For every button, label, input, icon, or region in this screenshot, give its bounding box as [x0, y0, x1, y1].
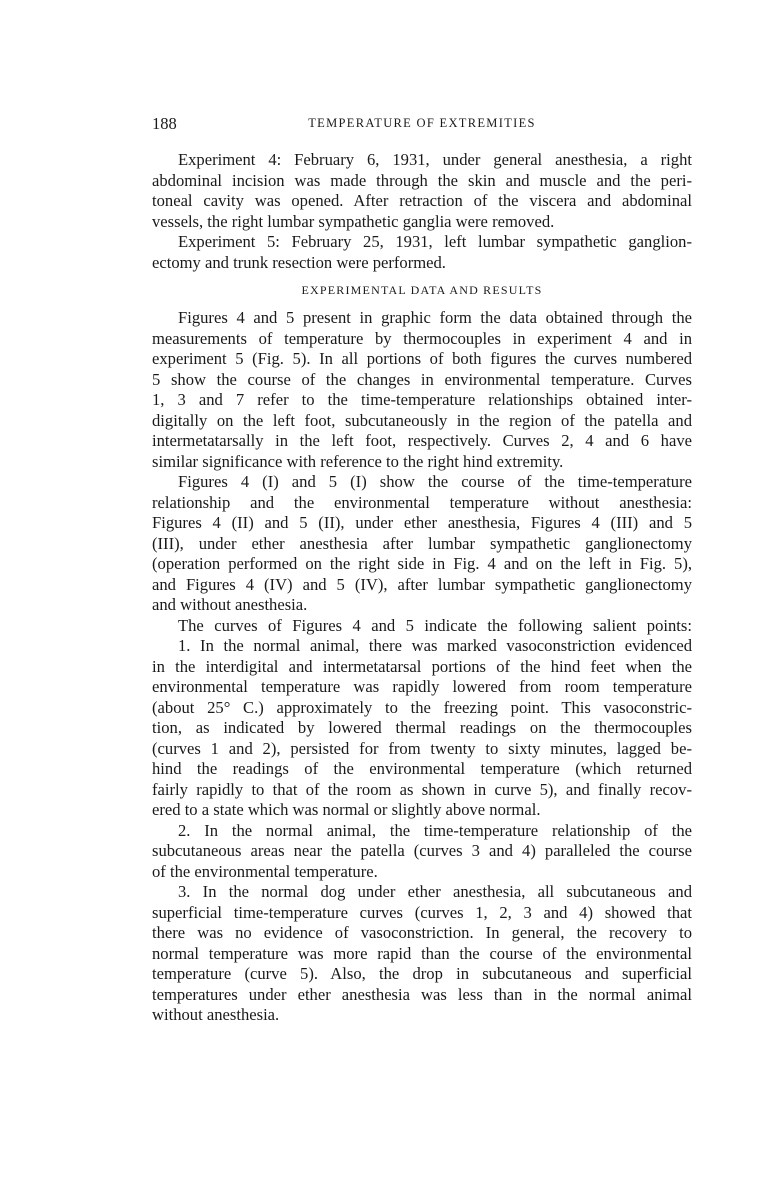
text-line: (about 25° C.) approximately to the freezing point. This vasoconstric-: [152, 697, 692, 717]
text-line: similar significance with reference to the right hind extremity.: [152, 451, 564, 471]
text-line: Experiment 4: February 6, 1931, under general anesthesia, a right: [178, 150, 692, 169]
text-line: environmental temperature was rapidly lowered from room temperature: [152, 677, 692, 696]
text-line: there was no evidence of vasoconstriction. In general, the recovery to: [152, 923, 692, 942]
text-line: toneal cavity was opened. After retraction of the viscera and abdominal: [152, 191, 692, 210]
text-line: 5 show the course of the changes in environmental temperature. Curves: [152, 369, 692, 389]
text-line: experiment 5 (Fig. 5). In all portions of both figures the curves numbered: [152, 349, 692, 368]
text-line: subcutaneous areas near the patella (curves 3 and 4) paralleled the course: [152, 841, 692, 860]
text-line: intermetatarsally in the left foot, respectively. Curves 2, 4 and 6 have: [152, 431, 692, 450]
text-line: normal temperature was more rapid than the course of the environmental: [152, 943, 692, 963]
paragraph: [152, 616, 692, 637]
text-line: (curves 1 and 2), persisted for from twenty to sixty minutes, lagged be-: [152, 738, 692, 758]
text-line: superficial time-temperature curves (curves 1, 2, 3 and 4) showed that: [152, 902, 692, 922]
text-line: 3. In the normal dog under ether anesthesia, all subcutaneous and: [178, 882, 692, 901]
text-line: ectomy and trunk resection were performed.: [152, 252, 446, 272]
text-line: The curves of Figures 4 and 5 indicate the following salient points:: [178, 615, 692, 635]
text-line: of the environmental temperature.: [152, 861, 378, 881]
text-line: vessels, the right lumbar sympathetic ganglia were removed.: [152, 211, 555, 231]
text-line: measurements of temperature by thermocouples in experiment 4 and in: [152, 328, 692, 348]
running-head: [152, 114, 692, 136]
results-text: [152, 308, 692, 1026]
text-line: Figures 4 and 5 present in graphic form the data obtained through the: [178, 308, 692, 327]
text-line: ered to a state which was normal or slightly above normal.: [152, 800, 541, 819]
text-line: abdominal incision was made through the skin and muscle and the peri-: [152, 170, 692, 190]
paragraph: [152, 821, 692, 883]
text-line: and Figures 4 (IV) and 5 (IV), after lumbar sympathetic ganglionectomy: [152, 574, 692, 594]
text-line: 1, 3 and 7 refer to the time-temperature relationships obtained inter-: [152, 390, 692, 409]
paragraph: [152, 882, 692, 1026]
text-line: hind the readings of the environmental temperature (which returned: [152, 759, 692, 778]
text-line: without anesthesia.: [152, 1005, 280, 1024]
text-line: Figures 4 (II) and 5 (II), under ether anesthesia, Figures 4 (III) and 5: [152, 513, 692, 532]
text-line: relationship and the environmental temperature without anesthesia:: [152, 492, 692, 512]
running-head-title: TEMPERATURE OF EXTREMITIES: [308, 116, 536, 130]
paragraph: [152, 308, 692, 472]
section-heading: EXPERIMENTAL DATA AND RESULTS: [301, 283, 543, 297]
paragraph: [152, 232, 692, 273]
paragraph: [152, 636, 692, 821]
text-line: (III), under ether anesthesia after lumbar sympathetic ganglionectomy: [152, 533, 692, 553]
text-line: tion, as indicated by lowered thermal readings on the thermocouples: [152, 718, 692, 737]
text-line: fairly rapidly to that of the room as shown in curve 5), and finally recov-: [152, 779, 692, 799]
text-line: Figures 4 (I) and 5 (I) show the course of the time-temperature: [178, 472, 692, 491]
experiment-descriptions: [152, 150, 692, 273]
text-line: temperatures under ether anesthesia was less than in the normal animal: [152, 984, 692, 1004]
text-line: and without anesthesia.: [152, 595, 308, 614]
paragraph: [152, 150, 692, 232]
body-text: [152, 150, 692, 1026]
page-number: 188: [152, 114, 177, 133]
text-line: digitally on the left foot, subcutaneously in the region of the patella and: [152, 410, 692, 430]
text-line: Experiment 5: February 25, 1931, left lumbar sympathetic ganglion-: [178, 232, 692, 251]
text-line: (operation performed on the right side in Fig. 4 and on the left in Fig. 5),: [152, 554, 692, 573]
text-line: in the interdigital and intermetatarsal portions of the hind feet when the: [152, 656, 692, 676]
paragraph: [152, 472, 692, 616]
text-line: 2. In the normal animal, the time-temperature relationship of the: [178, 820, 692, 840]
text-line: temperature (curve 5). Also, the drop in subcutaneous and superficial: [152, 964, 692, 983]
text-line: 1. In the normal animal, there was marked vasoconstriction evidenced: [178, 636, 692, 655]
